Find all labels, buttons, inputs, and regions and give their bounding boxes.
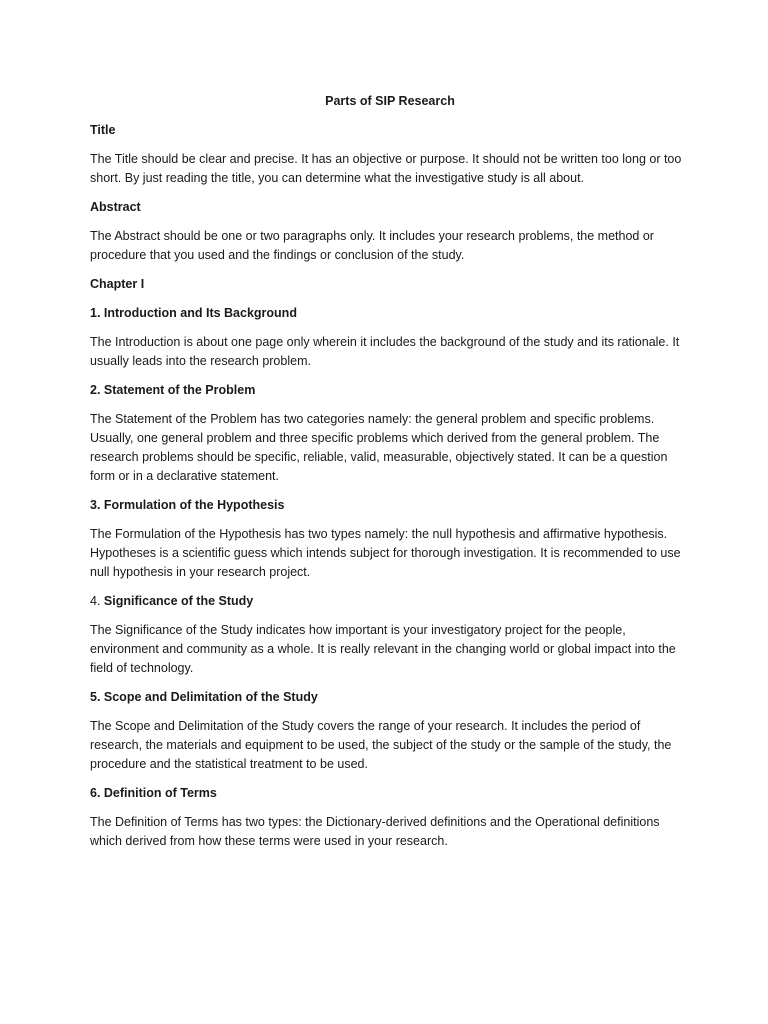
abstract-paragraph: The Abstract should be one or two paragraphs only. It includes your research problems, the method or procedure that you used and the findings or conclusion of the study. xyxy=(90,229,654,262)
document-title: Parts of SIP Research xyxy=(325,94,455,108)
scope-paragraph: The Scope and Delimitation of the Study covers the range of your research. It includes the period of research, the materials and equipment to be used, the subject of the study or the sample of the study, the procedure and the statistical treatment to be used. xyxy=(90,719,672,771)
introduction-paragraph: The Introduction is about one page only wherein it includes the background of the study and its rationale. It usually leads into the research problem. xyxy=(90,335,680,368)
introduction-heading: 1. Introduction and Its Background xyxy=(90,306,297,320)
chapter-heading: Chapter I xyxy=(90,277,145,291)
significance-number: 4. xyxy=(90,594,101,608)
terms-paragraph: The Definition of Terms has two types: the Dictionary-derived definitions and the Operational definitions which derived from how these terms were used in your research. xyxy=(90,815,660,848)
hypothesis-heading: 3. Formulation of the Hypothesis xyxy=(90,498,285,512)
document-page xyxy=(90,92,690,861)
significance-paragraph: The Significance of the Study indicates how important is your investigatory project for the people, environment and community as a whole. It is really relevant in the changing world or global impact into the field of technology. xyxy=(90,623,676,675)
title-heading: Title xyxy=(90,123,116,137)
problem-heading: 2. Statement of the Problem xyxy=(90,383,256,397)
significance-heading-text: Significance of the Study xyxy=(103,594,254,608)
significance-heading xyxy=(90,592,690,611)
abstract-heading: Abstract xyxy=(90,200,141,214)
problem-paragraph: The Statement of the Problem has two categories namely: the general problem and specific problems. Usually, one general problem and three specific problems which derived from the general problem. The research problems should be specific, reliable, valid, measurable, objectively stated. It can be a question form or in a declarative statement. xyxy=(90,412,668,483)
terms-heading: 6. Definition of Terms xyxy=(90,786,217,800)
scope-heading: 5. Scope and Delimitation of the Study xyxy=(90,690,318,704)
hypothesis-paragraph: The Formulation of the Hypothesis has two types namely: the null hypothesis and affirmative hypothesis. Hypotheses is a scientific guess which intends subject for thorough investigation. It is recommended to use null hypothesis in your research project. xyxy=(90,527,681,579)
title-paragraph: The Title should be clear and precise. It has an objective or purpose. It should not be written too long or too short. By just reading the title, you can determine what the investigative study is all about. xyxy=(90,152,682,185)
